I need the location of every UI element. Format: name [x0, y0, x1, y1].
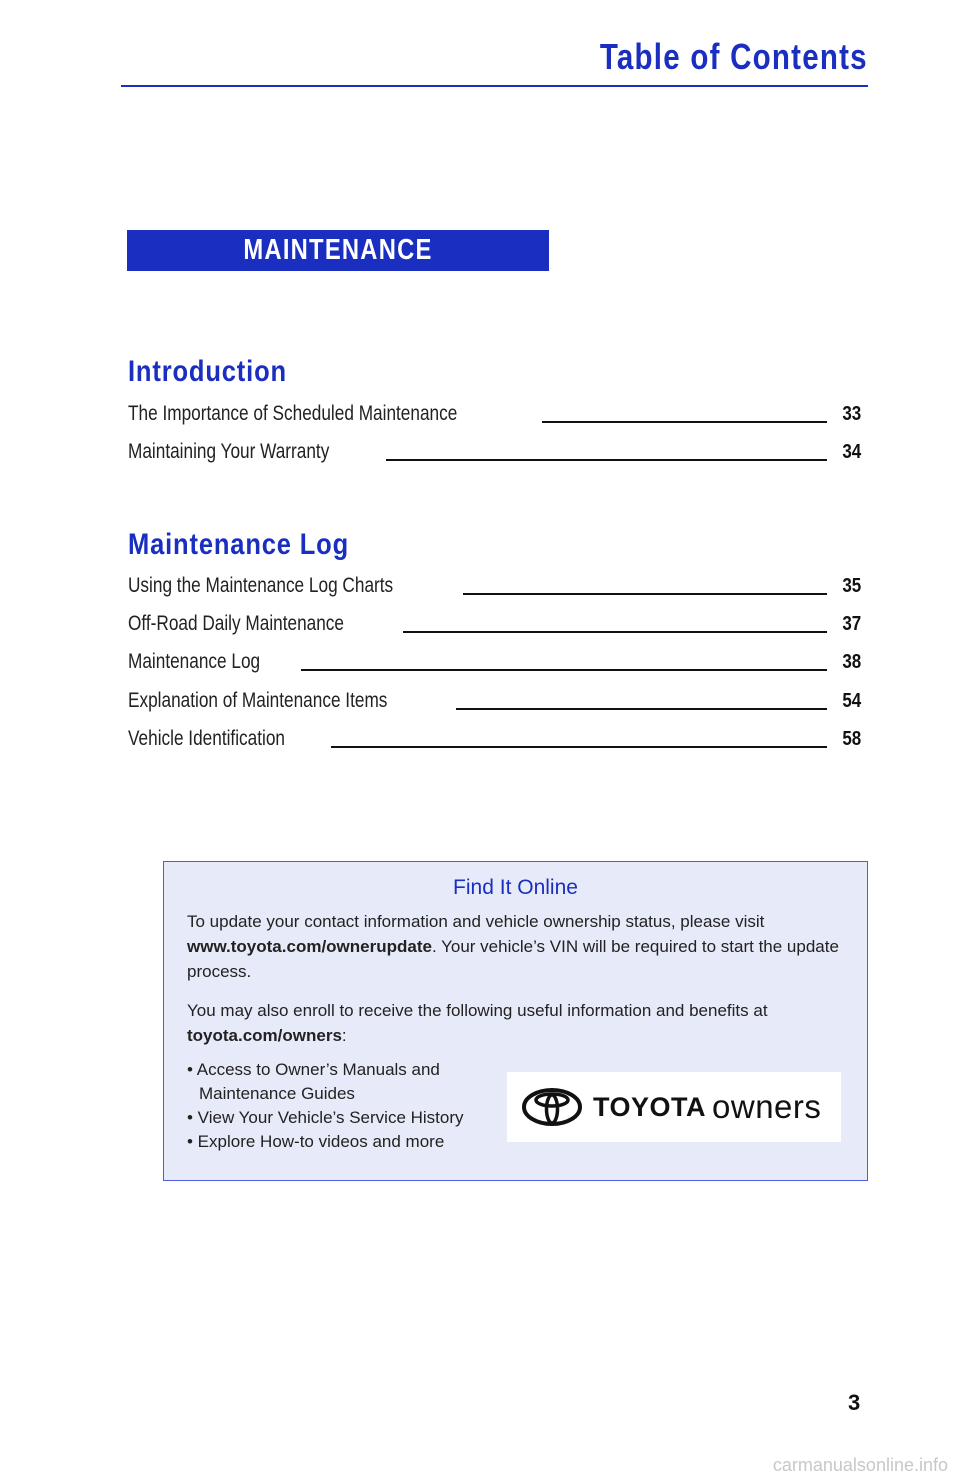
info-paragraph-enroll	[187, 998, 852, 1048]
toc-entry[interactable]	[128, 727, 861, 751]
toc-page-number: 33	[842, 403, 861, 425]
toc-entry-label: Using the Maintenance Log Charts	[128, 574, 394, 597]
section-title-introduction: Introduction	[128, 355, 287, 388]
toc-leader-line	[456, 708, 826, 710]
toc-page-number: 37	[842, 613, 861, 635]
toc-entry-label: Vehicle Identification	[128, 727, 286, 750]
toc-entry[interactable]	[128, 402, 861, 426]
toyota-owners-logo	[507, 1072, 841, 1142]
toyota-emblem-icon	[521, 1087, 583, 1127]
toc-page-number: 35	[842, 575, 861, 597]
list-item: • Explore How-to videos and more	[187, 1132, 445, 1151]
info-text: You may also enroll to receive the following useful information and benefits at	[187, 1001, 768, 1020]
owners-link[interactable]: toyota.com/owners	[187, 1026, 342, 1045]
toc-page-number: 54	[842, 690, 861, 712]
owners-wordmark: owners	[712, 1088, 822, 1125]
toc-leader-line	[403, 631, 826, 633]
section-banner	[127, 230, 549, 307]
list-item: • Access to Owner’s Manuals and Maintenance Guides	[187, 1060, 440, 1103]
toc-entry[interactable]	[128, 574, 861, 598]
toc-leader-line	[301, 669, 827, 671]
page-number: 3	[848, 1390, 861, 1415]
toc-entry-label: Off-Road Daily Maintenance	[128, 612, 345, 635]
toc-page-number: 58	[842, 728, 861, 750]
header-rule	[121, 85, 868, 87]
info-text: . Your vehicle’s VIN will be required to start the update process.	[187, 937, 839, 981]
find-it-online-box	[163, 861, 868, 1181]
info-paragraph-update	[187, 909, 852, 984]
toc-entry-label: Explanation of Maintenance Items	[128, 689, 388, 712]
benefits-list	[187, 1058, 497, 1154]
info-text: :	[341, 1026, 347, 1045]
toc-entry-label: The Importance of Scheduled Maintenance	[128, 402, 458, 425]
toc-page-number: 34	[842, 441, 861, 463]
list-item: • View Your Vehicle’s Service History	[187, 1108, 464, 1127]
section-title-maintenance-log: Maintenance Log	[128, 528, 350, 561]
toc-entry[interactable]	[128, 689, 861, 713]
toc-leader-line	[331, 746, 826, 748]
toyota-wordmark: TOYOTA	[593, 1091, 707, 1122]
banner-label: MAINTENANCE INFORMATION	[243, 234, 433, 307]
info-box-heading: Find It Online	[453, 876, 578, 899]
toc-leader-line	[386, 459, 827, 461]
info-text: To update your contact information and vehicle ownership status, please visit	[187, 912, 765, 931]
toc-entry[interactable]	[128, 440, 861, 464]
toc-leader-line	[463, 593, 826, 595]
watermark: carmanualsonline.info	[772, 1455, 948, 1475]
ownerupdate-link[interactable]: www.toyota.com/ownerupdate	[187, 937, 432, 956]
toc-leader-line	[542, 421, 827, 423]
toc-entry-label: Maintenance Log	[128, 650, 261, 673]
toc-entry[interactable]	[128, 650, 861, 674]
toc-entry[interactable]	[128, 612, 861, 636]
page-header-title: Table of Contents	[600, 36, 868, 77]
toc-entry-label: Maintaining Your Warranty	[128, 440, 330, 463]
toc-page-number: 38	[842, 651, 861, 673]
